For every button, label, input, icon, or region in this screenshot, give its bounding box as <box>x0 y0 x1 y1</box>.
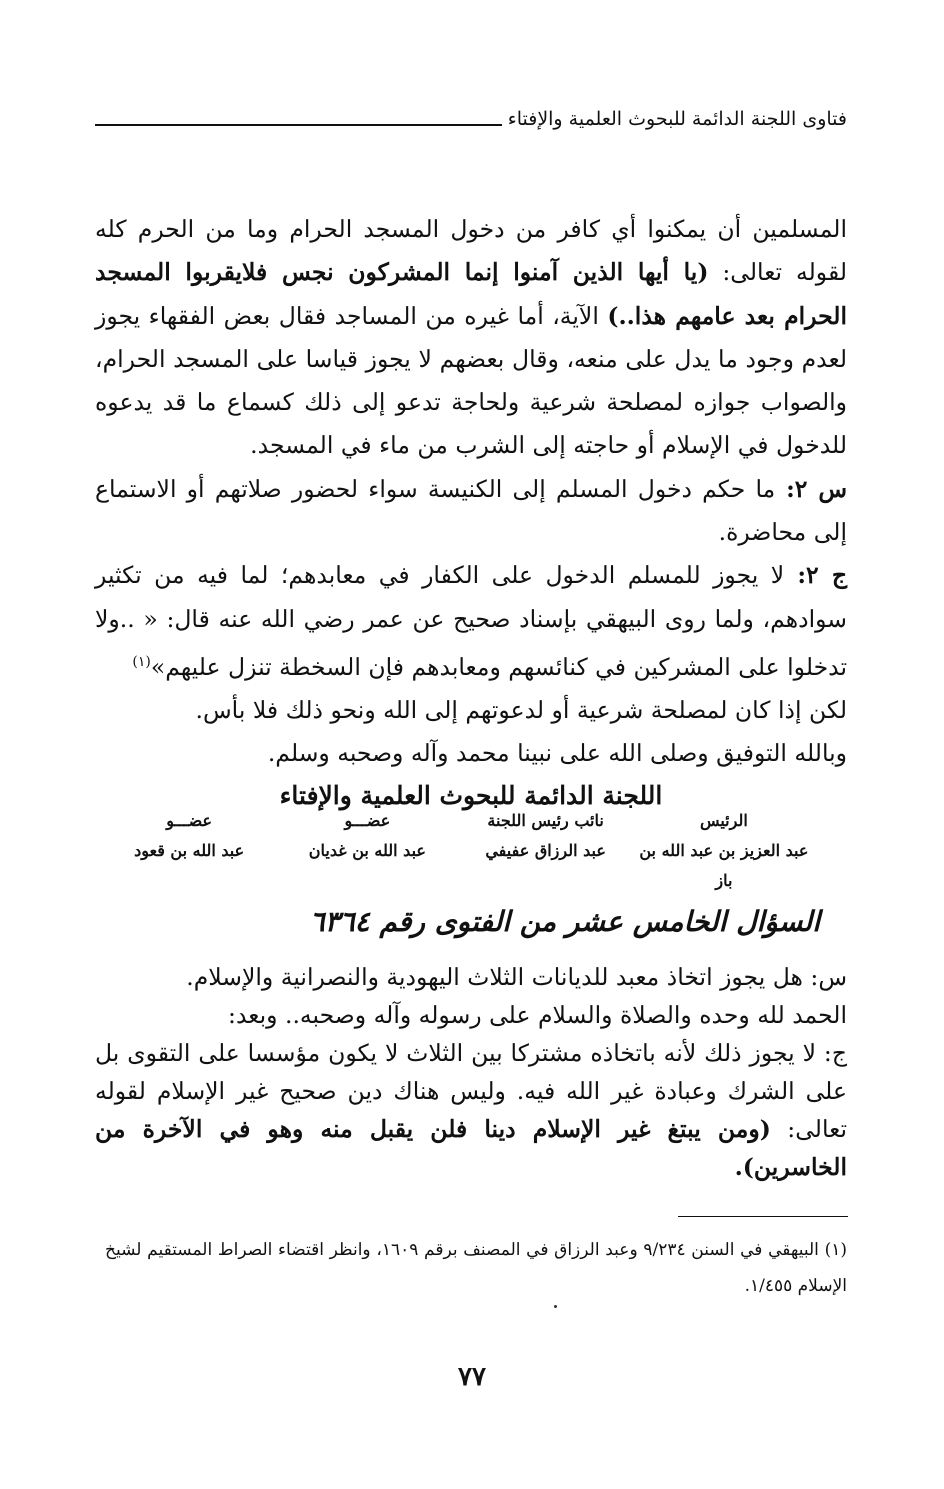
question-15: س: هل يجوز اتخاذ معبد للديانات الثلاث اليهودية والنصرانية والإسلام. <box>186 963 847 991</box>
footnote-reference: (١) <box>132 653 151 670</box>
signature-name-president: عبد العزيز بن عبد الله بن باز <box>639 841 809 890</box>
signature-name-member-2: عبد الله بن قعود <box>134 841 245 860</box>
question-2 <box>95 468 847 555</box>
paragraph-1-text-a: المسلمين أن يمكنوا أي كافر من دخول المسجد الحرام وما من الحرم كله لقوله تعالى: <box>95 215 847 287</box>
signature-role-vice: نائب رئيس اللجنة <box>487 811 604 830</box>
quran-quote-1: (يا أيها الذين آمنوا إنما المشركون نجس فلايقربوا المسجد الحرام بعد عامهم هذا..) <box>95 258 847 330</box>
page-header <box>95 100 847 130</box>
signature-name-member-1: عبد الله بن غديان <box>308 841 426 860</box>
paragraph-1 <box>95 208 847 468</box>
answer-15 <box>95 1034 847 1186</box>
committee-title: اللجنة الدائمة للبحوث العلمية والإفتاء <box>279 780 663 810</box>
closing-line: وبالله التوفيق وصلى الله على نبينا محمد وآله وصحبه وسلم. <box>267 739 847 768</box>
signature-role-president: الرئيس <box>699 811 748 830</box>
question-heading: السؤال الخامس عشر من الفتوى رقم ٦٣٦٤ <box>309 905 820 938</box>
quran-quote-2: (ومن يبتغ غير الإسلام دينا فلن يقبل منه وهو في الآخرة من الخاسرين). <box>95 1115 847 1181</box>
question-2-label: س ٢: <box>775 474 848 503</box>
signatures-block <box>100 806 813 896</box>
main-body <box>95 208 847 818</box>
answer-2 <box>95 554 847 689</box>
signature-role-member-2: عضـــو <box>166 811 212 830</box>
praise-line: الحمد لله وحده والصلاة والسلام على رسوله وآله وصحبه.. وبعد: <box>228 1001 847 1029</box>
answer-2-text: لا يجوز للمسلم الدخول على الكفار في معابدهم؛ لما فيه من تكثير سوادهم، ولما روى البيهقي بإسناد صحيح عن عمر رضي الله عنه قال: « ..ولا تدخلوا على المشركين في كنائسهم ومعابدهم فإن السخطة تنزل عليهم» <box>95 561 847 681</box>
answer-2-continuation: لكن إذا كان لمصلحة شرعية أو لدعوتهم إلى الله ونحو ذلك فلا بأس. <box>195 696 847 725</box>
stray-dot <box>554 1305 557 1308</box>
second-body <box>95 958 847 1186</box>
footnote: (١) البيهقي في السنن ٩/٢٣٤ وعبد الرزاق في المصنف برقم ١٦٠٩، وانظر اقتضاء الصراط المستقيم لشيخ الإسلام ١/٤٥٥. <box>105 1240 847 1296</box>
answer-2-label: ج ٢: <box>784 561 847 590</box>
header-title: فتاوى اللجنة الدائمة للبحوث العلمية والإفتاء <box>507 108 847 130</box>
answer-15-text: ج: لا يجوز ذلك لأنه باتخاذه مشتركا بين الثلاث لا يكون مؤسسا على التقوى بل على الشرك وعبادة غير الله فيه. وليس هناك دين صحيح غير الإسلام لقوله تعالى: <box>95 1039 847 1143</box>
paragraph-1-text-b: الآية، أما غيره من المساجد فقال بعض الفقهاء يجوز لعدم وجود ما يدل على منعه، وقال بعضهم لا يجوز قياسا على المسجد الحرام، والصواب جوازه لمصلحة شرعية ولحاجة تدعو إلى ذلك كسماع ما قد يدعوه للدخول في الإسلام أو حاجته إلى الشرب من ماء في المسجد. <box>95 301 847 460</box>
question-2-text: ما حكم دخول المسلم إلى الكنيسة سواء لحضور صلاتهم أو الاستماع إلى محاضرة. <box>95 474 847 547</box>
signature-name-vice: عبد الرزاق عفيفي <box>485 841 606 860</box>
signature-role-member-1: عضـــو <box>344 811 391 830</box>
page-number: ٧٧ <box>458 1362 486 1392</box>
header-rule <box>95 124 502 126</box>
footnote-divider <box>678 1216 848 1217</box>
